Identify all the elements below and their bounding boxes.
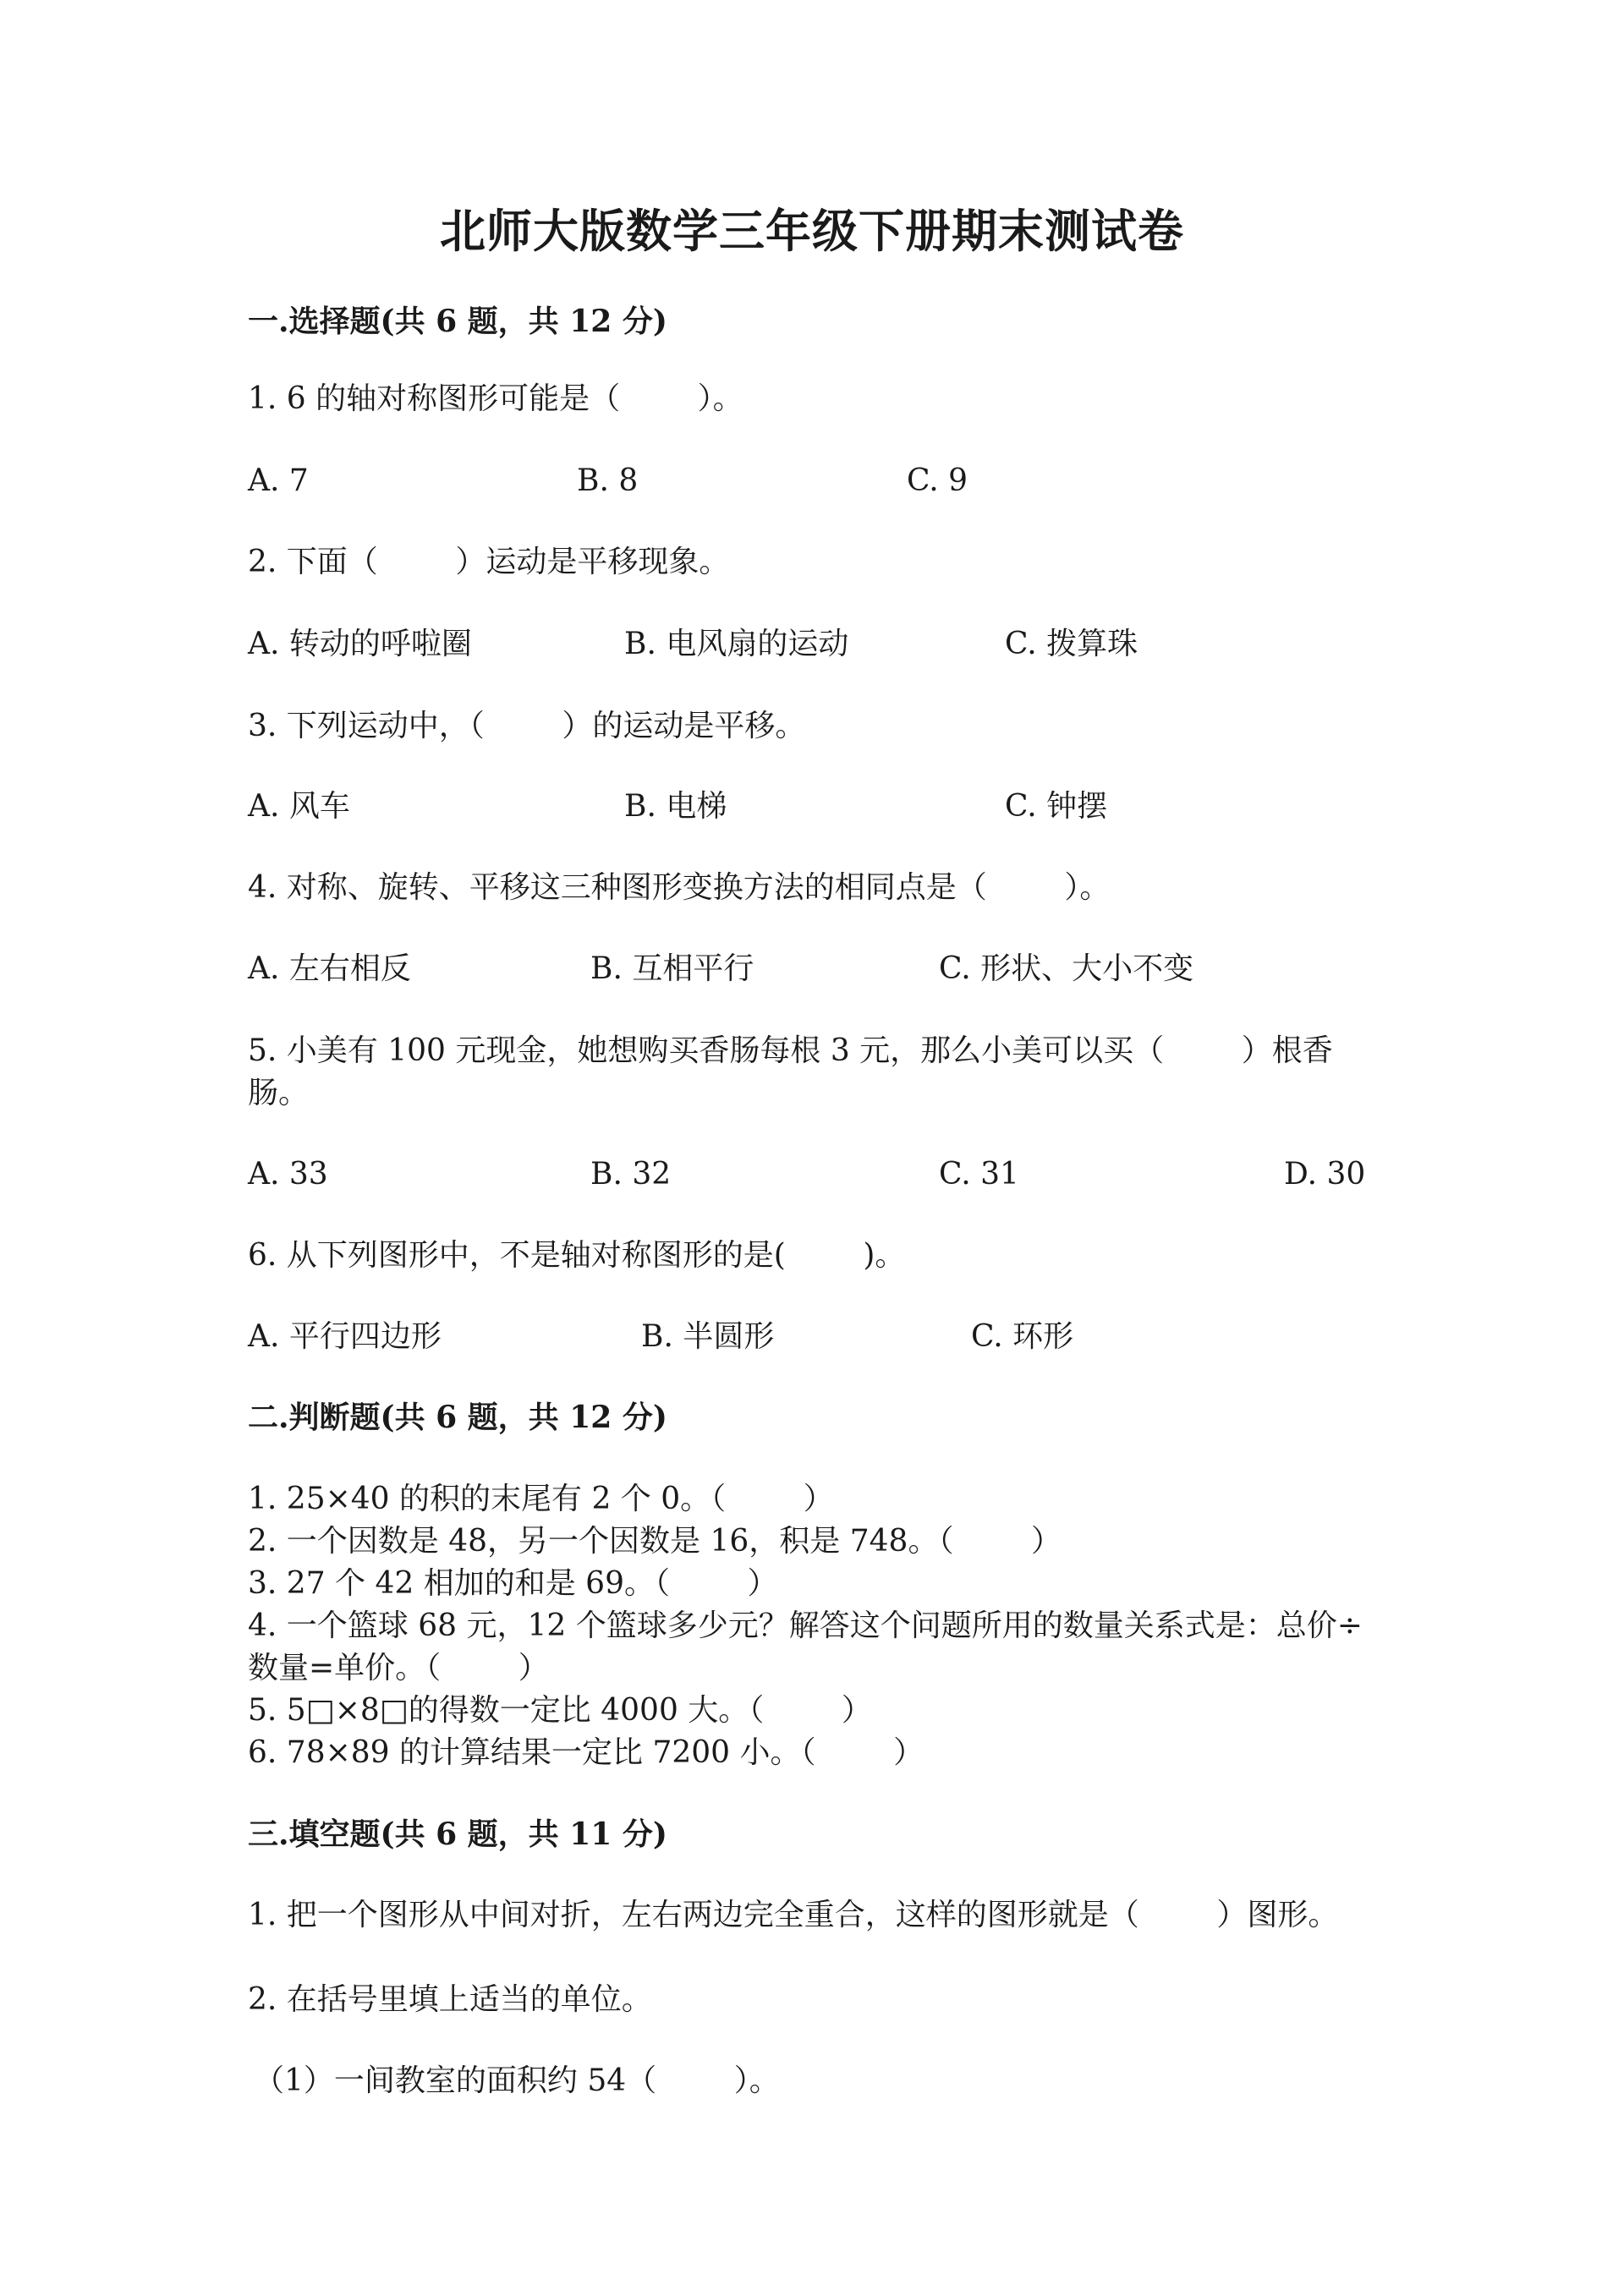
choice-3-option-a: A. 风车 — [248, 789, 350, 824]
true-false-item-5: 5. 5□×8□的得数一定比 4000 大。（ ） — [248, 1693, 872, 1728]
choice-1-option-b: B. 8 — [577, 463, 639, 498]
choice-5-option-d: D. 30 — [1284, 1157, 1366, 1192]
choice-1-option-a: A. 7 — [248, 463, 309, 498]
choice-4-option-a: A. 左右相反 — [248, 951, 411, 986]
choice-2-option-c: C. 拨算珠 — [1005, 627, 1138, 661]
choice-6-option-a: A. 平行四边形 — [248, 1319, 442, 1354]
choice-2-option-a: A. 转动的呼啦圈 — [248, 627, 472, 661]
choice-3-option-c: C. 钟摆 — [1005, 789, 1108, 824]
true-false-item-6: 6. 78×89 的计算结果一定比 7200 小。（ ） — [248, 1735, 924, 1770]
choice-6-option-c: C. 环形 — [971, 1319, 1074, 1354]
fill-blank-item-1: 1. 把一个图形从中间对折，左右两边完全重合，这样的图形就是（ ）图形。 — [248, 1898, 1339, 1932]
choice-question-4: 4. 对称、旋转、平移这三种图形变换方法的相同点是（ ）。 — [248, 870, 1111, 905]
choice-5-option-c: C. 31 — [939, 1157, 1019, 1192]
section-heading-fill-blank: 三.填空题(共 6 题，共 11 分) — [248, 1817, 667, 1852]
section-heading-choice: 一.选择题(共 6 题，共 12 分) — [248, 304, 667, 339]
choice-4-option-b: B. 互相平行 — [590, 951, 754, 986]
choice-question-3: 3. 下列运动中，（ ）的运动是平移。 — [248, 709, 806, 743]
exam-title: 北师大版数学三年级下册期末测试卷 — [440, 204, 1184, 258]
choice-3-option-b: B. 电梯 — [624, 789, 727, 824]
choice-question-5: 5. 小美有 100 元现金，她想购买香肠每根 3 元，那么小美可以买（ ）根香肠。 — [248, 1033, 1333, 1110]
fill-blank-item-2: 2. 在括号里填上适当的单位。 — [248, 1982, 652, 2017]
section-heading-true-false: 二.判断题(共 6 题，共 12 分) — [248, 1400, 667, 1435]
true-false-item-4: 4. 一个篮球 68 元，12 个篮球多少元？解答这个问题所用的数量关系式是：总价÷数量=单价。（ ） — [248, 1608, 1363, 1685]
true-false-item-1: 1. 25×40 的积的末尾有 2 个 0。（ ） — [248, 1482, 834, 1516]
choice-question-6: 6. 从下列图形中，不是轴对称图形的是( )。 — [248, 1238, 906, 1273]
choice-1-option-c: C. 9 — [907, 463, 968, 498]
choice-question-1: 1. 6 的轴对称图形可能是（ ）。 — [248, 381, 743, 416]
true-false-item-2: 2. 一个因数是 48，另一个因数是 16，积是 748。（ ） — [248, 1524, 1062, 1559]
choice-question-2: 2. 下面（ ）运动是平移现象。 — [248, 545, 730, 579]
fill-blank-subitem-1: （1）一间教室的面积约 54（ ）。 — [254, 2063, 780, 2098]
true-false-item-3: 3. 27 个 42 相加的和是 69。（ ） — [248, 1566, 778, 1601]
choice-2-option-b: B. 电风扇的运动 — [624, 627, 849, 661]
choice-4-option-c: C. 形状、大小不变 — [939, 951, 1194, 986]
choice-5-option-b: B. 32 — [590, 1157, 672, 1192]
choice-5-option-a: A. 33 — [248, 1157, 328, 1192]
choice-6-option-b: B. 半圆形 — [641, 1319, 775, 1354]
